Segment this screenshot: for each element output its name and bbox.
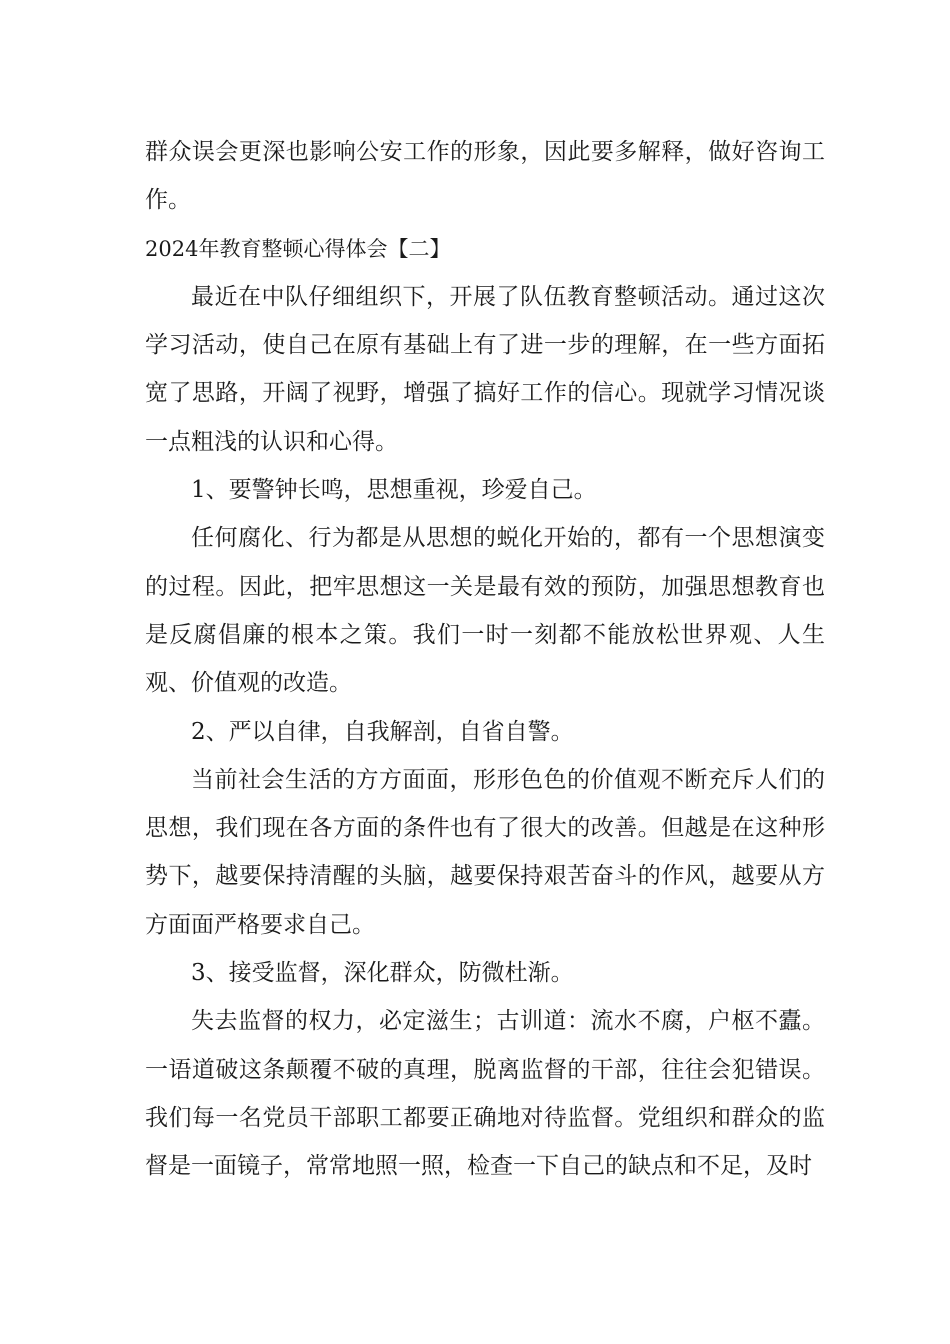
point-2-heading: 2、严以自律，自我解剖，自省自警。 <box>191 718 574 745</box>
point-3-paragraph: 失去监督的权力，必定滋生；古训道：流水不腐，户枢不蠹。一语道破这条颠覆不破的真理，脱离监督的干部，往往会犯错误。我们每一名党员干部职工都要正确地对待监督。党组织和群众的监督是一面镜子，常常地照一照，检查一下自己的缺点和不足，及时 <box>145 1008 825 1180</box>
point-1-paragraph: 任何腐化、行为都是从思想的蜕化开始的，都有一个思想演变的过程。因此，把牢思想这一关是最有效的预防，加强思想教育也是反腐倡廉的根本之策。我们一时一刻都不能放松世界观、人生观、价值观的改造。 <box>145 525 825 697</box>
point-1-heading: 1、要警钟长鸣，思想重视，珍爱自己。 <box>191 477 597 504</box>
point-2-paragraph: 当前社会生活的方方面面，形形色色的价值观不断充斥人们的思想，我们现在各方面的条件也有了很大的改善。但越是在这种形势下，越要保持清醒的头脑，越要保持艰苦奋斗的作风，越要从方方面面严格要求自己。 <box>145 766 825 938</box>
continued-paragraph: 群众误会更深也影响公安工作的形象，因此要多解释，做好咨询工作。 <box>145 139 825 214</box>
section-title: 2024年教育整顿心得体会【二】 <box>145 236 451 261</box>
point-3-heading: 3、接受监督，深化群众，防微杜渐。 <box>191 960 574 987</box>
intro-paragraph: 最近在中队仔细组织下，开展了队伍教育整顿活动。通过这次学习活动，使自己在原有基础上有了进一步的理解，在一些方面拓宽了思路，开阔了视野，增强了搞好工作的信心。现就学习情况谈一点粗浅的认识和心得。 <box>145 283 825 455</box>
document-body <box>145 128 825 1191</box>
